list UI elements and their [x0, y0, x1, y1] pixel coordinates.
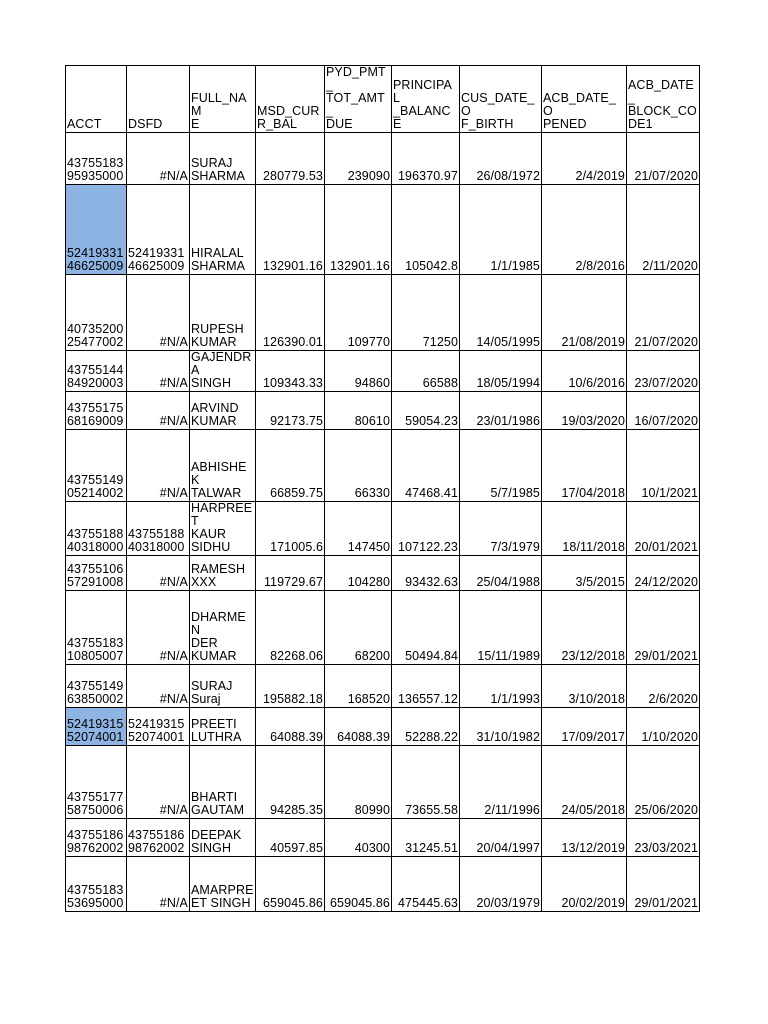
table-body: [66, 133, 700, 912]
acct-cell[interactable]: 43755186 98762002: [66, 819, 127, 857]
table-row: [66, 351, 700, 392]
acct-cell[interactable]: 43755177 58750006: [66, 746, 127, 819]
acct-cell[interactable]: 52419315 52074001: [66, 708, 127, 746]
header-acct[interactable]: ACCT: [66, 66, 127, 133]
msd-curr-bal-cell[interactable]: 94285.35: [256, 746, 325, 819]
acb-date-opened-cell[interactable]: 20/02/2019: [542, 857, 627, 912]
account-table: [65, 65, 700, 912]
acct-cell[interactable]: 52419331 46625009: [66, 185, 127, 275]
pyd-pmt-tot-amt-due-cell[interactable]: 94860: [325, 351, 392, 392]
header-pyd-pmt-tot-amt-due[interactable]: PYD_PMT_ TOT_AMT_ DUE: [325, 66, 392, 133]
header-cus-date-of-birth[interactable]: CUS_DATE_O F_BIRTH: [460, 66, 542, 133]
acb-date-block-code1-cell[interactable]: 2/11/2020: [627, 185, 700, 275]
acb-date-block-code1-cell[interactable]: 21/07/2020: [627, 275, 700, 351]
dsfd-cell[interactable]: 43755186 98762002: [127, 819, 190, 857]
table-row: [66, 392, 700, 430]
table-row: [66, 133, 700, 185]
acb-date-block-code1-cell[interactable]: 21/07/2020: [627, 133, 700, 185]
acb-date-opened-cell[interactable]: 17/04/2018: [542, 430, 627, 502]
table-row: [66, 185, 700, 275]
principal-balance-cell[interactable]: 71250: [392, 275, 460, 351]
table-row: [66, 591, 700, 665]
dsfd-cell[interactable]: #N/A: [127, 746, 190, 819]
acb-date-block-code1-cell[interactable]: 29/01/2021: [627, 857, 700, 912]
full-name-cell[interactable]: ARVIND KUMAR: [190, 392, 256, 430]
cus-date-of-birth-cell[interactable]: 26/08/1972: [460, 133, 542, 185]
acb-date-opened-cell[interactable]: 3/10/2018: [542, 665, 627, 708]
full-name-cell[interactable]: SURAJ SHARMA: [190, 133, 256, 185]
pyd-pmt-tot-amt-due-cell[interactable]: 64088.39: [325, 708, 392, 746]
dsfd-cell[interactable]: 43755188 40318000: [127, 502, 190, 556]
dsfd-cell[interactable]: 52419331 46625009: [127, 185, 190, 275]
dsfd-cell[interactable]: #N/A: [127, 133, 190, 185]
dsfd-cell[interactable]: 52419315 52074001: [127, 708, 190, 746]
header-acb-date-opened[interactable]: ACB_DATE_O PENED: [542, 66, 627, 133]
dsfd-cell[interactable]: #N/A: [127, 591, 190, 665]
acb-date-block-code1-cell[interactable]: 1/10/2020: [627, 708, 700, 746]
full-name-cell[interactable]: DEEPAK SINGH: [190, 819, 256, 857]
header-dsfd[interactable]: DSFD: [127, 66, 190, 133]
full-name-cell[interactable]: RUPESH KUMAR: [190, 275, 256, 351]
cus-date-of-birth-cell[interactable]: 1/1/1985: [460, 185, 542, 275]
pyd-pmt-tot-amt-due-cell[interactable]: 147450: [325, 502, 392, 556]
cus-date-of-birth-cell[interactable]: 20/04/1997: [460, 819, 542, 857]
acct-cell[interactable]: 43755183 10805007: [66, 591, 127, 665]
pyd-pmt-tot-amt-due-cell[interactable]: 80990: [325, 746, 392, 819]
acct-cell[interactable]: 43755175 68169009: [66, 392, 127, 430]
principal-balance-cell[interactable]: 196370.97: [392, 133, 460, 185]
msd-curr-bal-cell[interactable]: 92173.75: [256, 392, 325, 430]
acb-date-block-code1-cell[interactable]: 24/12/2020: [627, 556, 700, 591]
full-name-cell[interactable]: HIRALAL SHARMA: [190, 185, 256, 275]
pyd-pmt-tot-amt-due-cell[interactable]: 109770: [325, 275, 392, 351]
dsfd-cell[interactable]: #N/A: [127, 857, 190, 912]
msd-curr-bal-cell[interactable]: 171005.6: [256, 502, 325, 556]
full-name-cell[interactable]: ABHISHEK TALWAR: [190, 430, 256, 502]
acct-cell[interactable]: 43755106 57291008: [66, 556, 127, 591]
acct-cell[interactable]: 43755149 63850002: [66, 665, 127, 708]
principal-balance-cell[interactable]: 475445.63: [392, 857, 460, 912]
msd-curr-bal-cell[interactable]: 119729.67: [256, 556, 325, 591]
acb-date-opened-cell[interactable]: 24/05/2018: [542, 746, 627, 819]
table-row: [66, 708, 700, 746]
table-row: [66, 857, 700, 912]
acb-date-block-code1-cell[interactable]: 2/6/2020: [627, 665, 700, 708]
principal-balance-cell[interactable]: 50494.84: [392, 591, 460, 665]
acb-date-block-code1-cell[interactable]: 10/1/2021: [627, 430, 700, 502]
cus-date-of-birth-cell[interactable]: 5/7/1985: [460, 430, 542, 502]
principal-balance-cell[interactable]: 59054.23: [392, 392, 460, 430]
acb-date-block-code1-cell[interactable]: 23/03/2021: [627, 819, 700, 857]
principal-balance-cell[interactable]: 47468.41: [392, 430, 460, 502]
pyd-pmt-tot-amt-due-cell[interactable]: 68200: [325, 591, 392, 665]
pyd-pmt-tot-amt-due-cell[interactable]: 40300: [325, 819, 392, 857]
acb-date-opened-cell[interactable]: 23/12/2018: [542, 591, 627, 665]
full-name-cell[interactable]: GAJENDRA SINGH: [190, 351, 256, 392]
acb-date-opened-cell[interactable]: 17/09/2017: [542, 708, 627, 746]
msd-curr-bal-cell[interactable]: 132901.16: [256, 185, 325, 275]
header-row: [66, 66, 700, 133]
pyd-pmt-tot-amt-due-cell[interactable]: 132901.16: [325, 185, 392, 275]
cus-date-of-birth-cell[interactable]: 23/01/1986: [460, 392, 542, 430]
principal-balance-cell[interactable]: 52288.22: [392, 708, 460, 746]
acb-date-block-code1-cell[interactable]: 20/01/2021: [627, 502, 700, 556]
acb-date-block-code1-cell[interactable]: 16/07/2020: [627, 392, 700, 430]
acct-cell[interactable]: 43755144 84920003: [66, 351, 127, 392]
dsfd-cell[interactable]: #N/A: [127, 351, 190, 392]
acb-date-opened-cell[interactable]: 19/03/2020: [542, 392, 627, 430]
msd-curr-bal-cell[interactable]: 82268.06: [256, 591, 325, 665]
acb-date-block-code1-cell[interactable]: 23/07/2020: [627, 351, 700, 392]
msd-curr-bal-cell[interactable]: 40597.85: [256, 819, 325, 857]
acb-date-opened-cell[interactable]: 2/4/2019: [542, 133, 627, 185]
header-msd-curr-bal[interactable]: MSD_CUR R_BAL: [256, 66, 325, 133]
msd-curr-bal-cell[interactable]: 64088.39: [256, 708, 325, 746]
pyd-pmt-tot-amt-due-cell[interactable]: 80610: [325, 392, 392, 430]
msd-curr-bal-cell[interactable]: 659045.86: [256, 857, 325, 912]
principal-balance-cell[interactable]: 66588: [392, 351, 460, 392]
pyd-pmt-tot-amt-due-cell[interactable]: 659045.86: [325, 857, 392, 912]
dsfd-cell[interactable]: #N/A: [127, 392, 190, 430]
acct-cell[interactable]: 43755183 53695000: [66, 857, 127, 912]
msd-curr-bal-cell[interactable]: 280779.53: [256, 133, 325, 185]
table-row: [66, 556, 700, 591]
principal-balance-cell[interactable]: 105042.8: [392, 185, 460, 275]
cus-date-of-birth-cell[interactable]: 20/03/1979: [460, 857, 542, 912]
acb-date-opened-cell[interactable]: 13/12/2019: [542, 819, 627, 857]
acct-cell[interactable]: 43755188 40318000: [66, 502, 127, 556]
cus-date-of-birth-cell[interactable]: 1/1/1993: [460, 665, 542, 708]
cus-date-of-birth-cell[interactable]: 7/3/1979: [460, 502, 542, 556]
cus-date-of-birth-cell[interactable]: 2/11/1996: [460, 746, 542, 819]
full-name-cell[interactable]: SURAJ Suraj: [190, 665, 256, 708]
acb-date-block-code1-cell[interactable]: 29/01/2021: [627, 591, 700, 665]
dsfd-cell[interactable]: #N/A: [127, 665, 190, 708]
cus-date-of-birth-cell[interactable]: 14/05/1995: [460, 275, 542, 351]
table-row: [66, 746, 700, 819]
pyd-pmt-tot-amt-due-cell[interactable]: 239090: [325, 133, 392, 185]
full-name-cell[interactable]: PREETI LUTHRA: [190, 708, 256, 746]
acb-date-opened-cell[interactable]: 21/08/2019: [542, 275, 627, 351]
acb-date-opened-cell[interactable]: 2/8/2016: [542, 185, 627, 275]
header-acb-date-block-code1[interactable]: ACB_DATE_ BLOCK_CO DE1: [627, 66, 700, 133]
acb-date-block-code1-cell[interactable]: 25/06/2020: [627, 746, 700, 819]
full-name-cell[interactable]: AMARPRE ET SINGH: [190, 857, 256, 912]
full-name-cell[interactable]: RAMESH XXX: [190, 556, 256, 591]
cus-date-of-birth-cell[interactable]: 18/05/1994: [460, 351, 542, 392]
dsfd-cell[interactable]: #N/A: [127, 430, 190, 502]
table-row: [66, 275, 700, 351]
cus-date-of-birth-cell[interactable]: 25/04/1988: [460, 556, 542, 591]
dsfd-cell[interactable]: #N/A: [127, 275, 190, 351]
header-principal-balance[interactable]: PRINCIPAL _BALANCE: [392, 66, 460, 133]
table-row: [66, 502, 700, 556]
pyd-pmt-tot-amt-due-cell[interactable]: 66330: [325, 430, 392, 502]
msd-curr-bal-cell[interactable]: 195882.18: [256, 665, 325, 708]
acb-date-opened-cell[interactable]: 3/5/2015: [542, 556, 627, 591]
principal-balance-cell[interactable]: 93432.63: [392, 556, 460, 591]
principal-balance-cell[interactable]: 136557.12: [392, 665, 460, 708]
acb-date-opened-cell[interactable]: 18/11/2018: [542, 502, 627, 556]
acb-date-opened-cell[interactable]: 10/6/2016: [542, 351, 627, 392]
principal-balance-cell[interactable]: 31245.51: [392, 819, 460, 857]
header-full-name[interactable]: FULL_NAM E: [190, 66, 256, 133]
pyd-pmt-tot-amt-due-cell[interactable]: 168520: [325, 665, 392, 708]
acct-cell[interactable]: 40735200 25477002: [66, 275, 127, 351]
full-name-cell[interactable]: BHARTI GAUTAM: [190, 746, 256, 819]
cus-date-of-birth-cell[interactable]: 15/11/1989: [460, 591, 542, 665]
msd-curr-bal-cell[interactable]: 109343.33: [256, 351, 325, 392]
msd-curr-bal-cell[interactable]: 66859.75: [256, 430, 325, 502]
principal-balance-cell[interactable]: 107122.23: [392, 502, 460, 556]
full-name-cell[interactable]: DHARMEN DER KUMAR: [190, 591, 256, 665]
acct-cell[interactable]: 43755183 95935000: [66, 133, 127, 185]
msd-curr-bal-cell[interactable]: 126390.01: [256, 275, 325, 351]
cus-date-of-birth-cell[interactable]: 31/10/1982: [460, 708, 542, 746]
acct-cell[interactable]: 43755149 05214002: [66, 430, 127, 502]
pyd-pmt-tot-amt-due-cell[interactable]: 104280: [325, 556, 392, 591]
principal-balance-cell[interactable]: 73655.58: [392, 746, 460, 819]
table-row: [66, 665, 700, 708]
table-row: [66, 430, 700, 502]
full-name-cell[interactable]: HARPREET KAUR SIDHU: [190, 502, 256, 556]
table-row: [66, 819, 700, 857]
dsfd-cell[interactable]: #N/A: [127, 556, 190, 591]
